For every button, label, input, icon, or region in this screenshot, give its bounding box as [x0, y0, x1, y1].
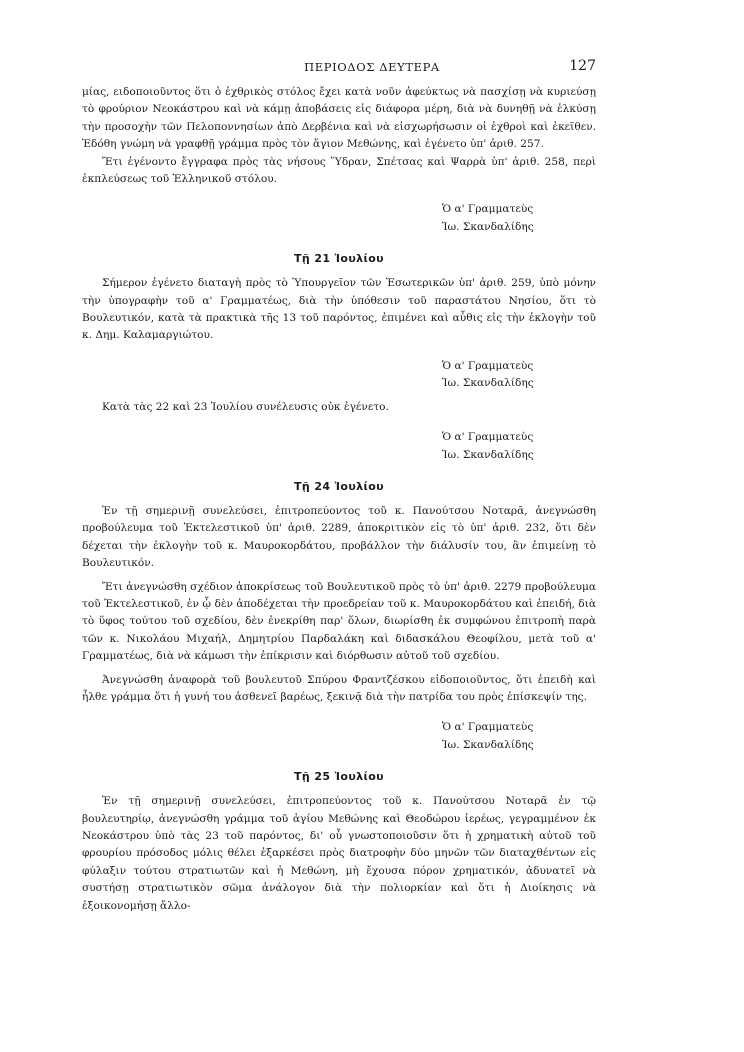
paragraph-july-24-reply-draft: Ἔτι ἀνεγνώσθη σχέδιον ἀποκρίσεως τοῦ Βουλευτικοῦ πρὸς τὸ ὑπ' ἀριθ. 2279 προβούλευμα τοῦ Ἐκτελεστικοῦ, ἐν ᾧ δὲν ἀποδέχεται τὴν προεδρείαν τοῦ κ. Μαυροκορδάτου καὶ ἐπειδή, διὰ τὸ ὕφος τούτου τοῦ σχεδίου, δὲν ἐνεκρίθη παρ' ὅλων, διωρίσθη ἐκ συμφώνου ἐπιτροπὴ παρὰ τῶν κ. Νικολάου Μιχαήλ, Δημητρίου Παρδαλάκη καὶ διδασκάλου Θεοφίλου, μετὰ τοῦ α' Γραμματέως, διὰ νὰ κάμωσι τὴν ἐπίκρισιν καὶ διόρθωσιν αὐτοῦ τοῦ σχεδίου.: [82, 580, 596, 663]
paragraph-no-session: Κατὰ τὰς 22 καὶ 23 Ἰουλίου συνέλευσις οὐκ ἐγένετο.: [102, 400, 389, 413]
date-heading-july-25: Τῇ 25 Ἰουλίου: [293, 770, 385, 784]
paragraph-july-25: Ἐν τῇ σημερινῇ συνελεύσει, ἐπιτροπεύοντος τοῦ κ. Πανούτσου Νοταρᾶ ἐν τῷ βουλευτηρίῳ, ἀνεγνώσθη γράμμα τοῦ ἁγίου Μεθώνης καὶ Θεοδώρου ἱερέως, γεγραμμένον ἐκ Νεοκάστρου ὑπὸ τὰς 23 τοῦ παρόντος, δι' οὗ γνωστοποιοῦσιν ὅτι ἡ χρηματικὴ αὐτοῦ τοῦ φρουρίου πρόσοδος μόλις θέλει ἐξαρκέσει πρὸς διατροφὴν δύο μηνῶν τῶν διαταχθέντων εἰς φύλαξιν τούτου στρατιωτῶν καὶ ἡ Μεθώνη, μὴ ἔχουσα πόρον χρηματικόν, ἀδυνατεῖ νὰ συστήσῃ στρατιωτικὸν σῶμα ἀνάλογον διὰ τὴν πολιορκίαν καὶ ὅτι ἡ Διοίκησις νὰ ἐξοικονομήσῃ ἄλλο-: [82, 795, 596, 912]
paragraph-fleet-orders: Ἔτι ἐγένοντο ἔγγραφα πρὸς τὰς νήσους Ὕδραν, Σπέτσας καὶ Ψαρρὰ ὑπ' ἀριθ. 258, περὶ ἐκπλεύσεως τοῦ Ἑλληνικοῦ στόλου.: [82, 155, 596, 186]
page-number: 127: [569, 58, 596, 74]
paragraph-july-24-report: Ἀνεγνώσθη ἀναφορὰ τοῦ βουλευτοῦ Σπύρου Φραντζέσκου εἰδοποιοῦντος, ὅτι ἐπειδὴ καὶ ἦλθε γράμμα ὅτι ἡ γυνή του ἀσθενεῖ βαρέως, ξεκινᾷ διὰ τὴν πατρίδα του πρὸς ἐπίσκεψίν της.: [82, 673, 596, 703]
signature-title: Ὁ α' Γραμματεὺς: [442, 431, 534, 444]
signature-block-3: [442, 429, 596, 464]
signature-name: Ἰω. Σκανδαλίδης: [442, 220, 534, 233]
paragraph-july-21: Σήμερον ἐγένετο διαταγὴ πρὸς τὸ Ὑπουργεῖον τῶν Ἐσωτερικῶν ὑπ' ἀριθ. 259, ὑπὸ μόνην τὴν ὑπογραφὴν τοῦ α' Γραμματέως, διὰ τὴν ὑπόθεσιν τοῦ παραστάτου Νησίου, ὅτι τὸ Βουλευτικόν, κατὰ τὰ πρακτικὰ τῆς 13 τοῦ παρόντος, ἐπιμένει καὶ αὖθις εἰς τὴν ἐκλογὴν τοῦ κ. Δημ. Καλαμαργιώτου.: [82, 277, 596, 342]
signature-name: Ἰω. Σκανδαλίδης: [442, 377, 534, 390]
date-heading-july-21: Τῇ 21 Ἰουλίου: [293, 252, 385, 266]
body-text: [82, 84, 596, 915]
signature-title: Ὁ α' Γραμματεὺς: [442, 359, 534, 372]
signature-title: Ὁ α' Γραμματεὺς: [442, 721, 534, 734]
running-title: ΠΕΡΙΟΔΟΣ ΔΕΥΤΕΡΑ: [304, 60, 440, 74]
date-heading-july-24: Τῇ 24 Ἰουλίου: [293, 479, 385, 493]
signature-name: Ἰω. Σκανδαλίδης: [442, 738, 534, 751]
signature-name: Ἰω. Σκανδαλίδης: [442, 448, 534, 461]
paragraph-july-24-probouleuma: Ἐν τῇ σημερινῇ συνελεύσει, ἐπιτροπεύοντος τοῦ κ. Πανούτσου Νοταρᾶ, ἀνεγνώσθη προβούλευμα τοῦ Ἐκτελεστικοῦ ὑπ' ἀριθ. 2289, ἀποκριτικὸν εἰς τὸ ὑπ' ἀριθ. 232, ὅτι δὲν δέχεται τὴν ἐκλογὴν τοῦ κ. Μαυροκορδάτου, προβάλλον τὴν διάλυσίν του, ἂν ἐπιμείνῃ τὸ Βουλευτικόν.: [82, 504, 596, 570]
running-header: [0, 58, 744, 78]
signature-block-2: [442, 358, 596, 393]
signature-title: Ὁ α' Γραμματεὺς: [442, 203, 534, 216]
paragraph-continuation: μίας, ειδοποιοῦντος ὅτι ὁ ἐχθρικὸς στόλος ἔχει κατὰ νοῦν ἀφεύκτως νὰ πασχίσῃ νὰ κυριεύσῃ τὸ φρούριον Νεοκάστρου καὶ νὰ κάμῃ ἀποβάσεις εἰς διάφορα μέρη, διὰ νὰ δυνηθῇ νὰ ἑλκύσῃ τὴν προσοχὴν τῶν Πελοποννησίων ἀπὸ Δερβένια καὶ νὰ εἰσχωρήσωσιν οἱ ἐχθροὶ καὶ ἐκεῖθεν. Ἐδόθη γνώμη νὰ γραφθῇ γράμμα πρὸς τὸν ἅγιον Μεθώνης, καὶ ἐγένετο ὑπ' ἀριθ. 257.: [82, 86, 596, 151]
signature-block-1: [442, 201, 596, 236]
signature-block-4: [442, 719, 596, 754]
